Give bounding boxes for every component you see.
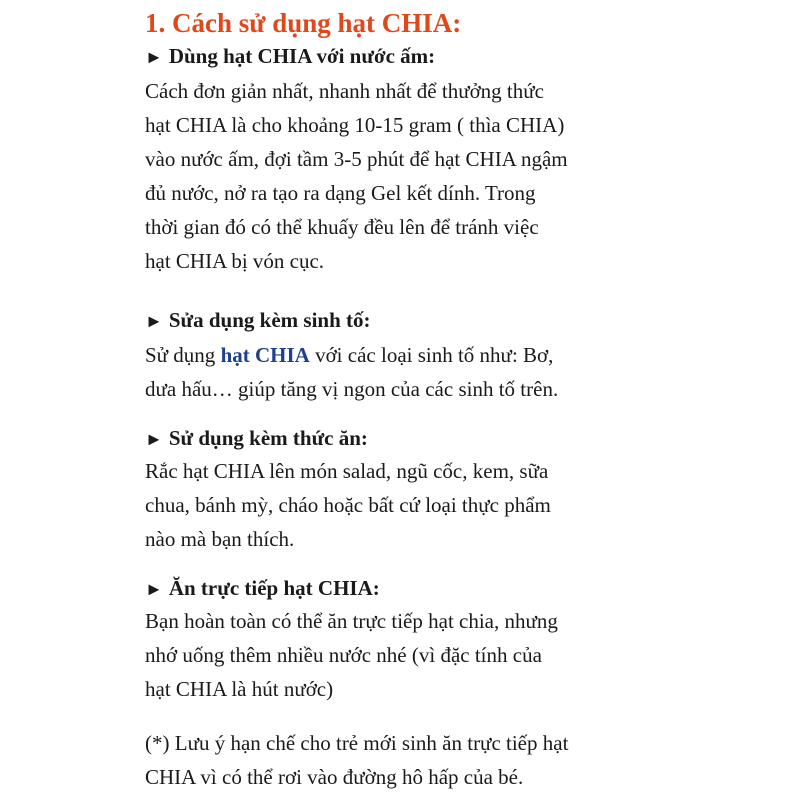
paragraph-line: Rắc hạt CHIA lên món salad, ngũ cốc, kem, sữa [145, 459, 549, 483]
document-page [145, 0, 665, 800]
paragraph-line: Cách đơn giản nhất, nhanh nhất để thưởng thức [145, 79, 544, 103]
arrow-bullet-icon: ► [145, 47, 163, 67]
page-title: 1. Cách sử dụng hạt CHIA: [145, 8, 462, 38]
paragraph-line: Bạn hoàn toàn có thể ăn trực tiếp hạt chia, nhưng [145, 609, 558, 633]
arrow-bullet-icon: ► [145, 579, 163, 599]
section-heading-label: Sửa dụng kèm sinh tố: [168, 308, 371, 332]
section-paragraph-warm-water [145, 74, 568, 278]
paragraph-line: CHIA vì có thể rơi vào đường hô hấp của bé. [145, 765, 524, 789]
paragraph-line: chua, bánh mỳ, cháo hoặc bất cứ loại thực phẩm [145, 493, 551, 517]
text-fragment: với các loại sinh tố như: Bơ, [309, 343, 554, 367]
section-heading-food [145, 424, 368, 453]
section-paragraph-food [145, 454, 551, 556]
paragraph-line: hạt CHIA là cho khoảng 10-15 gram ( thìa CHIA) [145, 113, 565, 137]
section-heading-direct [145, 574, 380, 603]
section-heading-smoothie [145, 306, 371, 335]
arrow-bullet-icon: ► [145, 429, 163, 449]
warning-note [145, 726, 568, 794]
paragraph-line: hạt CHIA là hút nước) [145, 677, 334, 701]
arrow-bullet-icon: ► [145, 311, 163, 331]
section-heading-warm-water [145, 42, 435, 71]
paragraph-line: nào mà bạn thích. [145, 527, 295, 551]
section-heading-label: Dùng hạt CHIA với nước ấm: [168, 44, 436, 68]
keyword-link: hạt CHIA [220, 343, 310, 367]
paragraph-line: nhớ uống thêm nhiều nước nhé (vì đặc tính của [145, 643, 542, 667]
paragraph-line [145, 338, 558, 372]
section-paragraph-smoothie [145, 338, 558, 406]
section-heading-label: Sử dụng kèm thức ăn: [168, 426, 368, 450]
paragraph-line: (*) Lưu ý hạn chế cho trẻ mới sinh ăn trực tiếp hạt [145, 731, 569, 755]
paragraph-line: thời gian đó có thể khuấy đều lên để tránh việc [145, 215, 539, 239]
paragraph-line: vào nước ấm, đợi tầm 3-5 phút để hạt CHIA ngậm [145, 147, 568, 171]
paragraph-line: dưa hấu… giúp tăng vị ngon của các sinh tố trên. [145, 377, 559, 401]
paragraph-line: đủ nước, nở ra tạo ra dạng Gel kết dính. Trong [145, 181, 536, 205]
paragraph-line: hạt CHIA bị vón cục. [145, 249, 325, 273]
text-fragment: Sử dụng [145, 343, 221, 367]
section-paragraph-direct [145, 604, 558, 706]
section-heading-label: Ăn trực tiếp hạt CHIA: [168, 576, 380, 600]
